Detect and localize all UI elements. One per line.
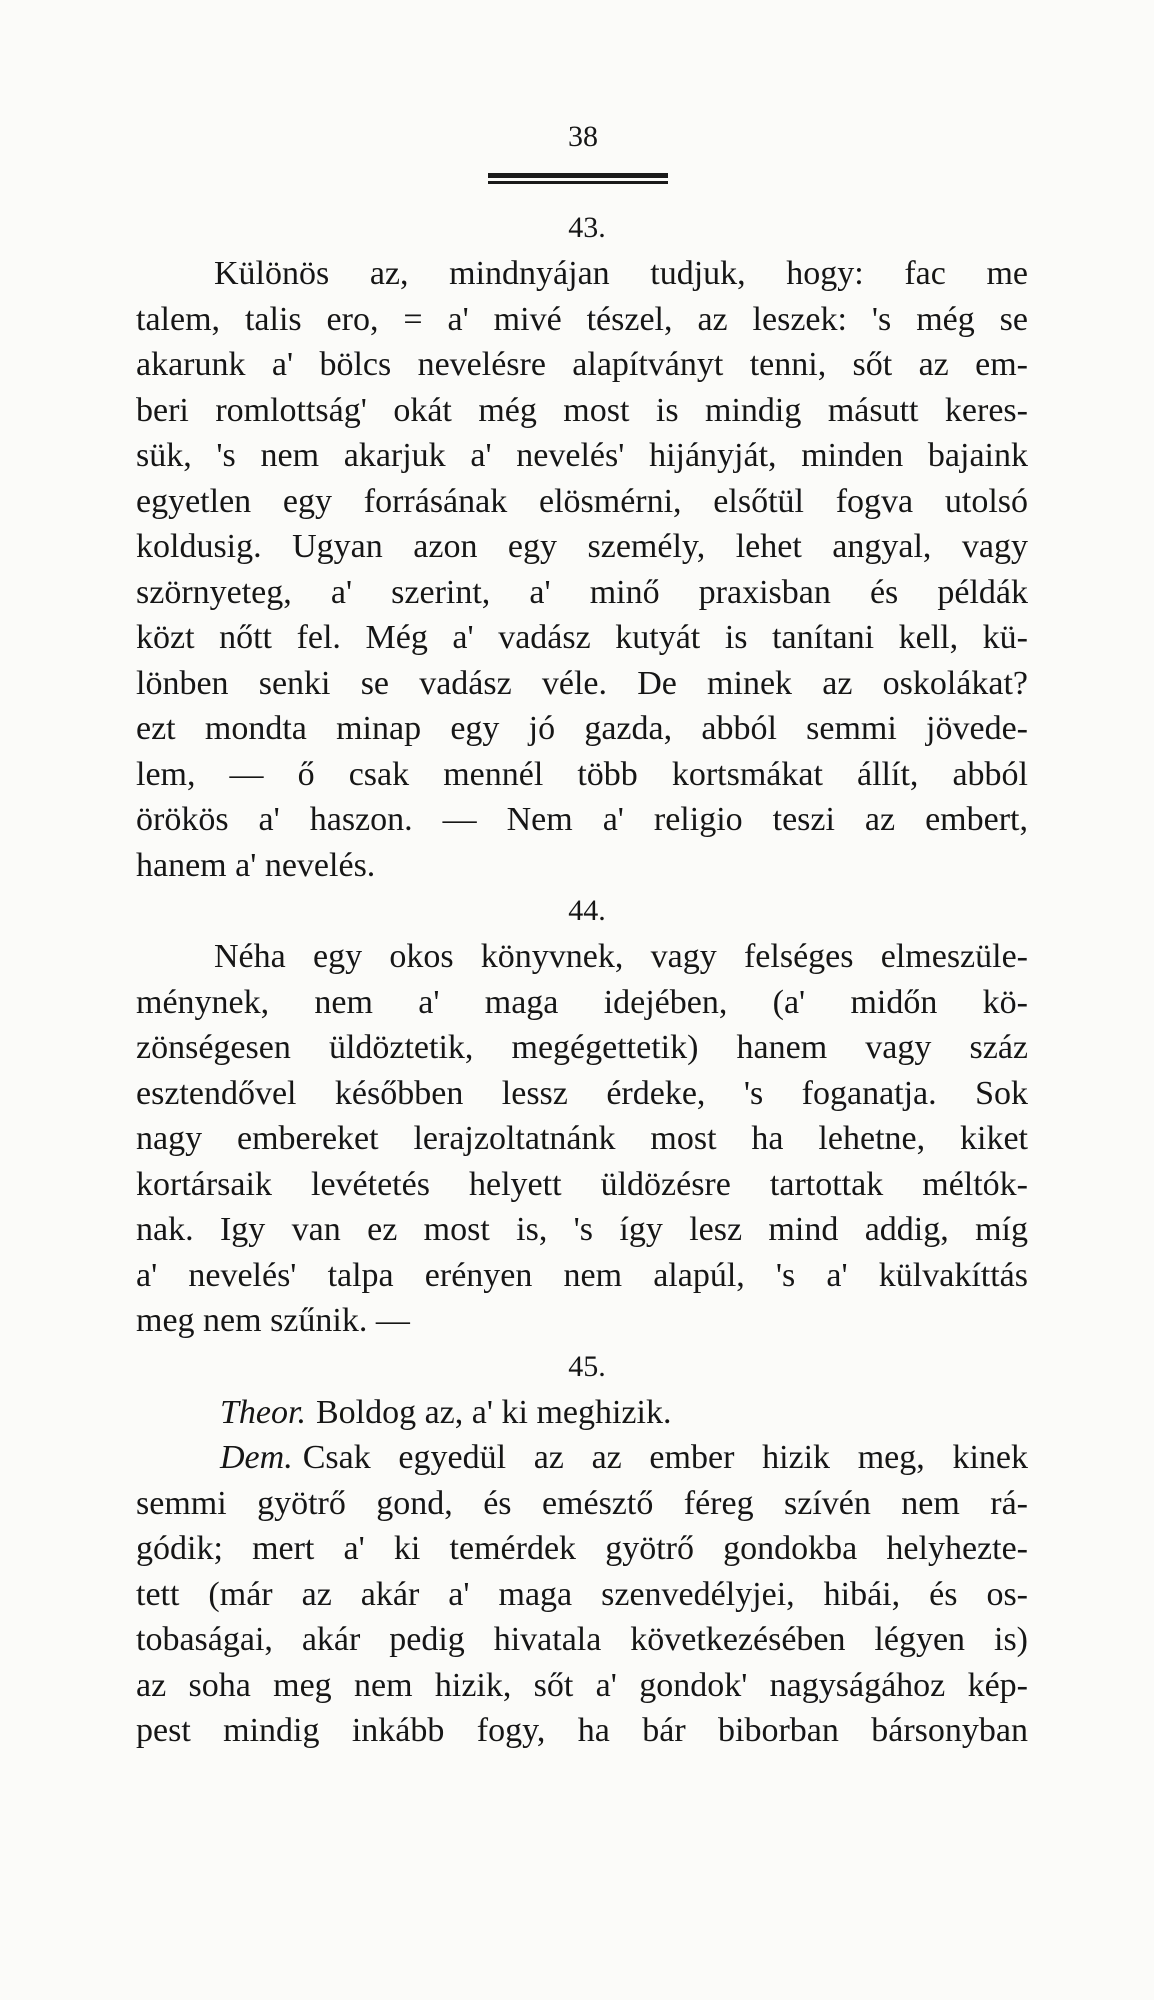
paragraph-line: meg nem szűnik. — bbox=[136, 1302, 410, 1339]
section-heading: 44. bbox=[568, 894, 606, 927]
paragraph-line: hanem a' nevelés. bbox=[136, 846, 376, 884]
paragraph-line: gódik; mert a' ki temérdek gyötrő gondokba helyhezte- bbox=[136, 1530, 1028, 1567]
page-body bbox=[136, 205, 1028, 1754]
paragraph-line: tobaságai, akár pedig hivatala következésében légyen is) bbox=[136, 1621, 1028, 1658]
paragraph-line: ezt mondta minap egy jó gazda, abból semmi jövede- bbox=[136, 710, 1028, 747]
dialogue-line-theor bbox=[136, 1390, 1028, 1436]
section-43 bbox=[136, 205, 1028, 888]
paragraph-line: esztendővel későbben lessz érdeke, 's foganatja. Sok bbox=[136, 1074, 1028, 1112]
dialogue-text: Csak egyedül az az ember hizik meg, kinek bbox=[302, 1439, 1028, 1476]
paragraph-line: Néha egy okos könyvnek, vagy felséges elmeszüle- bbox=[214, 938, 1028, 975]
paragraph-line: szörnyeteg, a' szerint, a' minő praxisban és példák bbox=[136, 573, 1028, 611]
section-45 bbox=[136, 1344, 1028, 1754]
paragraph-line: örökös a' haszon. — Nem a' religio teszi az embert, bbox=[136, 801, 1028, 838]
paragraph-line: nak. Igy van ez most is, 's így lesz mind addig, míg bbox=[136, 1211, 1028, 1248]
paragraph-line: sük, 's nem akarjuk a' nevelés' hijányját, minden bajaink bbox=[136, 437, 1028, 474]
paragraph-line: az soha meg nem hizik, sőt a' gondok' nagyságához kép- bbox=[136, 1666, 1028, 1704]
paragraph-line: a' nevelés' talpa erényen nem alapúl, 's a' külvakíttás bbox=[136, 1256, 1028, 1294]
paragraph-line: beri romlottság' okát még most is mindig másutt keres- bbox=[136, 391, 1028, 429]
paragraph-line: kortársaik levétetés helyett üldözésre tartottak méltók- bbox=[136, 1165, 1028, 1203]
paragraph-line: koldusig. Ugyan azon egy személy, lehet angyal, vagy bbox=[136, 528, 1028, 565]
dialogue-line-dem bbox=[136, 1435, 1028, 1481]
dialogue-text: Boldog az, a' ki meghizik. bbox=[315, 1393, 672, 1431]
paragraph-line: közt nőtt fel. Még a' vadász kutyát is tanítani kell, kü- bbox=[136, 619, 1028, 656]
paragraph-line: talem, talis ero, = a' mivé tészel, az leszek: 's még se bbox=[136, 300, 1028, 338]
paragraph-line: ménynek, nem a' maga idejében, (a' midőn kö- bbox=[136, 983, 1028, 1021]
paragraph-line: nagy embereket lerajzoltatnánk most ha lehetne, kiket bbox=[136, 1120, 1028, 1157]
header-rule-thick bbox=[488, 173, 668, 178]
paragraph-line: zönségesen üldöztetik, megégettetik) hanem vagy száz bbox=[136, 1029, 1028, 1066]
paragraph-line: pest mindig inkább fogy, ha bár biborban bársonyban bbox=[136, 1712, 1028, 1749]
paragraph-line: akarunk a' bölcs nevelésre alapítványt tenni, sőt az em- bbox=[136, 346, 1028, 383]
section-heading: 45. bbox=[568, 1349, 606, 1383]
header-rule-thin bbox=[488, 181, 668, 184]
speaker-label: Dem. bbox=[220, 1439, 293, 1476]
paragraph-line: egyetlen egy forrásának elösmérni, elsőtül fogva utolsó bbox=[136, 482, 1028, 520]
paragraph-line: semmi gyötrő gond, és emésztő féreg szívén nem rá- bbox=[136, 1484, 1028, 1522]
paragraph-line: Különös az, mindnyájan tudjuk, hogy: fac me bbox=[214, 255, 1028, 292]
page-number: 38 bbox=[568, 120, 598, 153]
paragraph-line: lem, — ő csak mennél több kortsmákat állít, abból bbox=[136, 755, 1028, 793]
section-heading: 43. bbox=[568, 211, 606, 244]
section-44 bbox=[136, 888, 1028, 1344]
paragraph-line: lönben senki se vadász véle. De minek az oskolákat? bbox=[136, 664, 1028, 702]
paragraph-line: tett (már az akár a' maga szenvedélyjei, hibái, és os- bbox=[136, 1575, 1028, 1613]
speaker-label: Theor. bbox=[220, 1393, 306, 1431]
